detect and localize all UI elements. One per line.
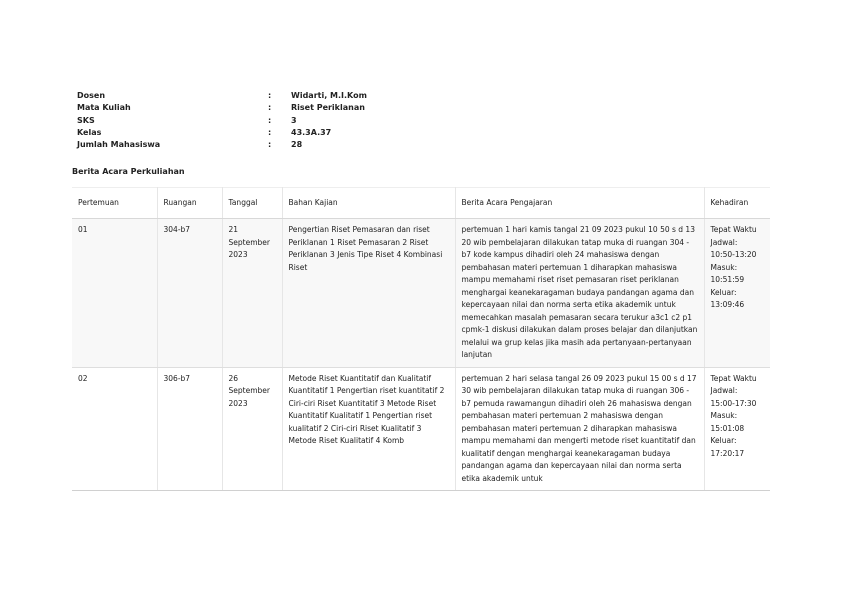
course-info	[77, 90, 491, 151]
column-header-berita-acara: Berita Acara Pengajaran	[455, 188, 704, 219]
info-separator: :	[268, 103, 272, 113]
info-separator: :	[268, 140, 272, 150]
cell-bahan-kajian: Metode Riset Kuantitatif dan Kualitatif Kuantitatif 1 Pengertian riset kuantitatif 2 Ciri-ciri Riset Kuantitatif 3 Metode Riset Kuantitatif Kualitatif 1 Pengertian riset kualitatif 2 Ciri-ciri Riset Kualitatif 3 Metode Riset Kualitatif 4 Komb	[282, 367, 455, 491]
table-row	[72, 219, 770, 368]
info-value: Riset Periklanan	[291, 103, 365, 113]
info-value: 28	[291, 140, 303, 150]
column-header-kehadiran: Kehadiran	[704, 188, 770, 219]
info-value: 3	[291, 115, 297, 125]
info-label: SKS	[77, 115, 95, 125]
cell-berita-acara: pertemuan 2 hari selasa tangal 26 09 2023 pukul 15 00 s d 17 30 wib pembelajaran dilakukan tatap muka di ruangan 306 - b7 pemuda rawamangun dihadiri oleh 26 mahasiswa dengan pembahasan materi pertemuan 2 mahasiswa dengan pembahasan materi pertemuan 2 diharapkan mahasiswa mampu memahami dan mengerti metode riset kuantitatif dan kualitatif dengan menghargai keanekaragaman budaya pandangan agama dan kepercayaan nilai dan norma serta etika akademik untuk	[455, 367, 704, 491]
attendance-table	[72, 187, 770, 491]
cell-pertemuan: 01	[72, 219, 157, 368]
info-label: Dosen	[77, 91, 106, 100]
info-row-dosen	[77, 90, 491, 102]
table-row	[72, 367, 770, 491]
cell-bahan-kajian: Pengertian Riset Pemasaran dan riset Periklanan 1 Riset Pemasaran 2 Riset Periklanan 3 Jenis Tipe Riset 4 Kombinasi Riset	[282, 219, 455, 368]
info-row-sks	[77, 115, 491, 127]
info-value: Widarti, M.I.Kom	[291, 91, 367, 100]
info-separator: :	[268, 91, 272, 100]
cell-pertemuan: 02	[72, 367, 157, 491]
info-value: 43.3A.37	[291, 127, 332, 137]
info-row-jumlah-mahasiswa	[77, 139, 491, 151]
cell-ruangan: 306-b7	[157, 367, 222, 491]
column-header-tanggal: Tanggal	[222, 188, 282, 219]
cell-kehadiran: Tepat Waktu Jadwal: 10:50-13:20 Masuk: 10:51:59 Keluar: 13:09:46	[704, 219, 770, 368]
info-row-mata-kuliah	[77, 102, 491, 114]
cell-berita-acara: pertemuan 1 hari kamis tangal 21 09 2023 pukul 10 50 s d 13 20 wib pembelajaran dilakukan tatap muka di ruangan 304 - b7 kode kampus dihadiri oleh 24 mahasiswa dengan pembahasan materi pertemuan 1 diharapkan mahasiswa mampu memahami riset riset pemasaran riset periklanan menghargai keanekaragaman budaya pandangan agama dan kepercayaan nilai dan norma serta etika akademik untuk memecahkan masalah pemasaran secara terukur a3c1 c2 p1 cpmk-1 diskusi dilakukan dalam proses belajar dan dilanjutkan melalui wa grup kelas jika masih ada pertanyaan-pertanyaan lanjutan	[455, 219, 704, 368]
column-header-bahan-kajian: Bahan Kajian	[282, 188, 455, 219]
info-label: Mata Kuliah	[77, 103, 131, 113]
column-header-pertemuan: Pertemuan	[72, 188, 157, 219]
table-header-row	[72, 188, 770, 219]
info-label: Jumlah Mahasiswa	[77, 140, 161, 150]
cell-tanggal: 21 September 2023	[222, 219, 282, 368]
info-row-kelas	[77, 127, 491, 139]
info-separator: :	[268, 115, 272, 125]
info-label: Kelas	[77, 127, 102, 137]
cell-kehadiran: Tepat Waktu Jadwal: 15:00-17:30 Masuk: 15:01:08 Keluar: 17:20:17	[704, 367, 770, 491]
info-separator: :	[268, 127, 272, 137]
column-header-ruangan: Ruangan	[157, 188, 222, 219]
cell-tanggal: 26 September 2023	[222, 367, 282, 491]
section-title: Berita Acara Perkuliahan	[72, 167, 185, 176]
cell-ruangan: 304-b7	[157, 219, 222, 368]
